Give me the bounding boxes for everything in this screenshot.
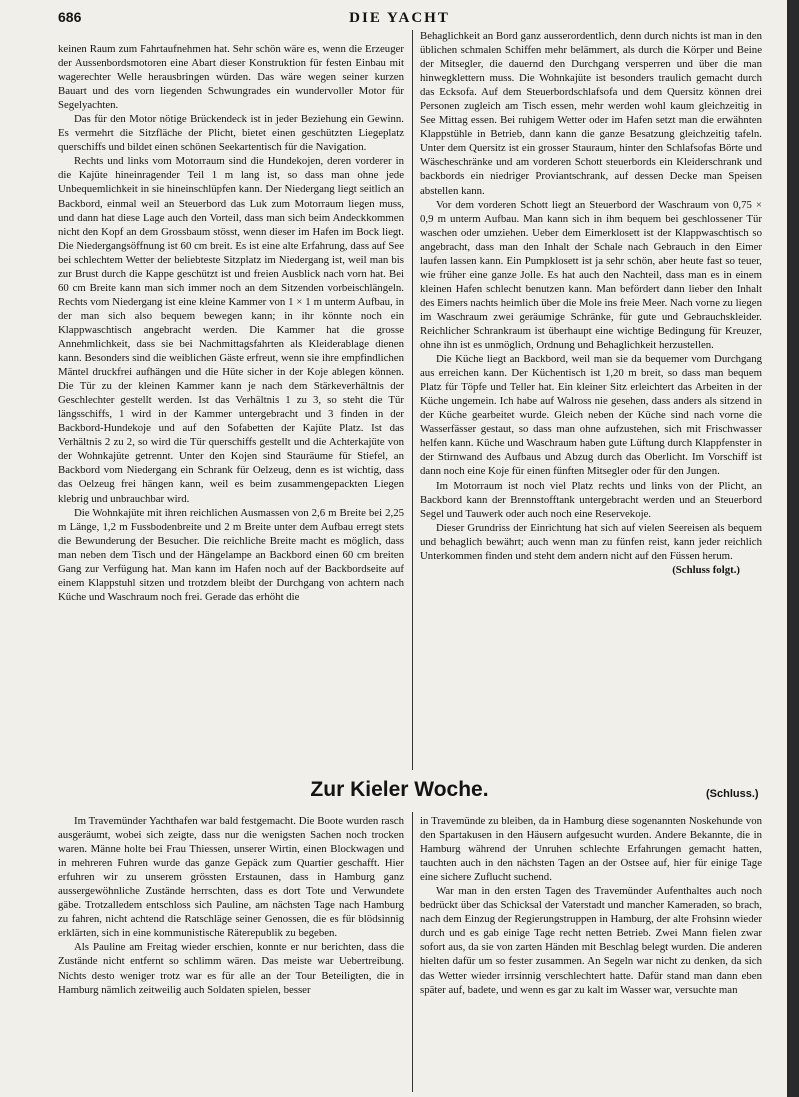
- column-divider-bottom: [412, 812, 413, 1092]
- paragraph: Das für den Motor nötige Brückendeck ist in jeder Beziehung ein Gewinn. Es vermehrt die Sitzfläche der Plicht, bietet einen geschützten Liegeplatz querschiffs und bildet einen schönen Seekartentisch für die Navigation.: [58, 113, 404, 154]
- sign-off: (Schluss folgt.): [672, 563, 740, 576]
- article-note: (Schluss.): [706, 788, 759, 800]
- paragraph: Als Pauline am Freitag wieder erschien, konnte er nur berichten, dass die Zustände nicht entfernt so schlimm wären. Das meiste war Uebertreibung. Nichts desto weniger trotz war es für alle an der Tour Beteiligten, die in Hamburg nämlich zeitweilig auch Soldaten spielen, besser: [58, 941, 404, 996]
- page-number: 686: [58, 9, 82, 25]
- paragraph: in Travemünde zu bleiben, da in Hamburg diese sogenannten Noskehunde von den Spartakusen in den Häusern aufgesucht wurden. Andere Bekannte, die in Hamburg während der Unruhen schlechte Erfahrungen gemacht hatten, tauchten auch in den nächsten Tagen an der Ostsee auf, hier für einige Tage eine sichere Zuflucht suchend.: [420, 815, 762, 884]
- paragraph: Rechts und links vom Motorraum sind die Hundekojen, deren vorderer in die Kajüte hineinragender Teil 1 m lang ist, so dass man ohne jede Unbequemlichkeit in sie hineinschlüpfen kann. Der Niedergang liegt seitlich an Backbord, einmal weil an Steuerbord das Luk zum Motorraum liegen muss, und dann hat diese Lage auch den Vorteil, dass man sich beim Andeckkommen nicht den Kopf an dem Grossbaum stösst, wenn dieser im Hafen im Bock liegt. Die Niedergangsöffnung ist 60 cm breit. Es ist eine alte Erfahrung, dass auf See bei schlechtem Wetter der beliebteste Sitzplatz im Niedergang ist, weil man bis zur Brust durch die Kappe geschützt ist und freien Ausblick nach vorn hat. Bei 60 cm Breite kann man sich immer noch an dem Sitzenden vorbeischlängeln. Rechts vom Niedergang ist eine kleine Kammer von 1 × 1 m unterm Aufbau, in der man sich also bequem bewegen kann; in ihr könnte noch ein Klappwaschtisch angebracht werden. Die Kammer hat die grosse Annehmlichkeit, dass sie bei Nachmittagsfahrten als Kleiderablage dienen kann. Besonders sind die weiblichen Gäste erfreut, wenn sie ihre empfindlichen Mäntel druckfrei aufhängen und die Hüte sicher in der Koje ablegen können. Die Tür zu der kleinen Kammer kann je nach dem Stärkeverhältnis der Geschlechter gestellt werden. Ist das Verhältnis 1 zu 3, so steht die Tür längsschiffs, 1 wird in der Kammer untergebracht und 3 finden in der Backbord-Hundekoje und auf den Sofabetten der Kajüte Platz. Ist das Verhältnis 2 zu 2, so wird die Tür querschiffs gestellt und die Achterkajüte von der Wohnkajüte getrennt. Unter den Kojen sind Stauräume für Stiefel, an Backbord vom Niedergang ein Schrank für Oelzeug, denn es ist wichtig, dass das Oelzeug frei hängen kann, weil es beim zusammengepackten Liegen klebrig und unbrauchbar wird.: [58, 155, 404, 505]
- page-edge-shadow: [787, 0, 799, 1097]
- paragraph: Die Küche liegt an Backbord, weil man sie da bequemer vom Durchgang aus erreichen kann. Der Küchentisch ist 1,20 m breit, so dass man bequem Platz für Töpfe und Teller hat. Ein kleiner Sitz erleichtert das Arbeiten in der Küche ungemein. Ich habe auf Walross nie gesehen, dass anders als sitzend in der Küche gearbeitet wurde. Gleich neben der Küche sind nach vorne die Wasserfässer gestaut, so dass man ohne aufzustehen, sich mit Frischwasser helfen kann. Küche und Waschraum haben gute Lüftung durch Klappfenster in der Stirnwand des Aufbaus und Abzug durch das Oberlicht. Im Vorschiff ist dann noch eine Koje für einen fünften Mitsegler oder für den Jungen.: [420, 353, 762, 478]
- column-3: [58, 814, 404, 997]
- paragraph: Im Motorraum ist noch viel Platz rechts und links von der Plicht, an Backbord kann der Brennstofftank untergebracht werden und an Steuerbord Segel und Tauwerk oder auch noch eine Reservekoje.: [420, 479, 762, 520]
- running-head: DIE YACHT: [349, 10, 450, 26]
- paragraph: keinen Raum zum Fahrtaufnehmen hat. Sehr schön wäre es, wenn die Erzeuger der Aussenbordsmotoren eine Abart dieser Konstruktion für festen Einbau mit wagerechter Welle herausbringen würden. Das wäre wegen seiner kurzen Bauart und des vorn liegenden Schwungrades ein wundervoller Motor für Segelyachten.: [58, 43, 404, 112]
- paragraph: War man in den ersten Tagen des Travemünder Aufenthaltes auch noch bedrückt über das Schicksal der Vaterstadt und mancher Kameraden, so brach, nach dem Einzug der Regierungstruppen in Hamburg, der alte Frohsinn wieder durch und es gab einige Tage recht netten Betrieb. Zwei Mann fielen zwar sofort aus, da sie von zarten Händen mit Beschlag belegt wurden. Die anderen hielten dafür um so fester zusammen. An Segeln war nicht zu denken, da sich das Wetter wieder irrsinnig verschlechtert hatte. Dafür stand man dann eben später auf, badete, und wenn es gar zu kalt im Wasser war, versuchte man: [420, 885, 762, 996]
- column-1: [58, 42, 404, 604]
- paragraph: Dieser Grundriss der Einrichtung hat sich auf vielen Seereisen als bequem und behaglich bewährt; auch wenn man zu fünfen reist, kann jeder reichlich Unterkommen finden und steht dem andern nicht auf den Füssen herum.: [420, 521, 762, 562]
- paragraph: Behaglichkeit an Bord ganz ausserordentlich, denn durch nichts ist man in den üblichen schmalen Schiffen mehr belämmert, als durch die Körper und Beine der Mitsegler, die dauernd den Durchgang versperren und über die man hinwegklettern muss. Die Wohnkajüte ist besonders traulich gemacht durch das Ecksofa. Auf dem Steuerbordschlafsofa und dem Quersitz können drei Personen zugleich am Tisch essen, mehr werden wohl kaum gleichzeitig in See Mittag essen. Bei ruhigem Wetter oder im Hafen setzt man die erwähnten Klappstühle in Betrieb, dann kann die ganze Besatzung gleichzeitig tafeln. Unter dem Quersitz ist ein grosser Stauraum, hinter den Schlafsofas Börte und Wäscheschränke und am vorderen Schott steuerbords ein Kleiderschrank und backbords ein niedriger Proviantschrank, auf dessen Decke man Speisen abstellen kann.: [420, 30, 762, 197]
- paragraph: Die Wohnkajüte mit ihren reichlichen Ausmassen von 2,6 m Breite bei 2,25 m Länge, 1,2 m Fussbodenbreite und 2 m Breite unter dem Aufbau erregt stets die Bewunderung der Besucher. Die reichliche Breite macht es möglich, dass man neben dem Tisch und der Hängelampe an Backbord einen 60 cm breiten Gang zur Verfügung hat. Man kann im Hafen noch auf der Backbordseite auf einem Klappstuhl sitzen und trotzdem bleibt der Durchgang von achtern nach Küche und Waschraum noch frei. Gerade das erhöht die: [58, 506, 404, 603]
- column-2: [420, 29, 762, 577]
- column-divider-top: [412, 30, 413, 770]
- column-4: [420, 814, 762, 997]
- article-title: Zur Kieler Woche.: [310, 778, 489, 801]
- paragraph: Vor dem vorderen Schott liegt an Steuerbord der Waschraum von 0,75 × 0,9 m unterm Aufbau. Man kann sich in ihm bequem bei geschlossener Tür waschen oder umziehen. Ueber dem Eimerklosett ist der Klappwaschtisch so angebracht, dass man den Inhalt der Schale nach Gebrauch in den Eimer laufen lassen kann. Ein Pumpklosett ist ja sehr schön, aber heute fast so teuer, wie früher eine ganze Jolle. Es hat auch den Nachteil, dass man es in einem kleinen Hafen schlecht benutzen kann. Man befördert dann lieber den Inhalt des Eimers nachts heimlich über die Mole ins freie Meer. Nach vorne zu liegen im Waschraum zwei geräumige Schränke, für gute und Gebrauchskleider. Reichlicher Schrankraum ist überhaupt eine wichtige Bedingung für Kreuzer, ohne ihn ist es unmöglich, Ordnung und Behaglichkeit herzustellen.: [420, 198, 762, 352]
- paragraph: Im Travemünder Yachthafen war bald festgemacht. Die Boote wurden rasch ausgeräumt, wobei sich zeigte, dass nur die wenigsten Sachen noch trocken waren. Männe holte bei Frau Thiessen, unserer Wirtin, einen Blockwagen und in mehreren Fuhren wurde das ganze Gepäck zum Quartier geschafft. Hier erfuhren wir zu unserem grössten Erstaunen, dass in Hamburg ganz aussergewöhnliche Zustände herrschten, dass es dort Tote und Verwundete gäbe. Trotzalledem entschloss sich Pauline, am nächsten Tage nach Hamburg zu fahren, nicht achtend die Ratschläge seiner Genossen, die es für blödsinnig erklärten, sich in eine kommunistische Räterepublik zu begeben.: [58, 815, 404, 940]
